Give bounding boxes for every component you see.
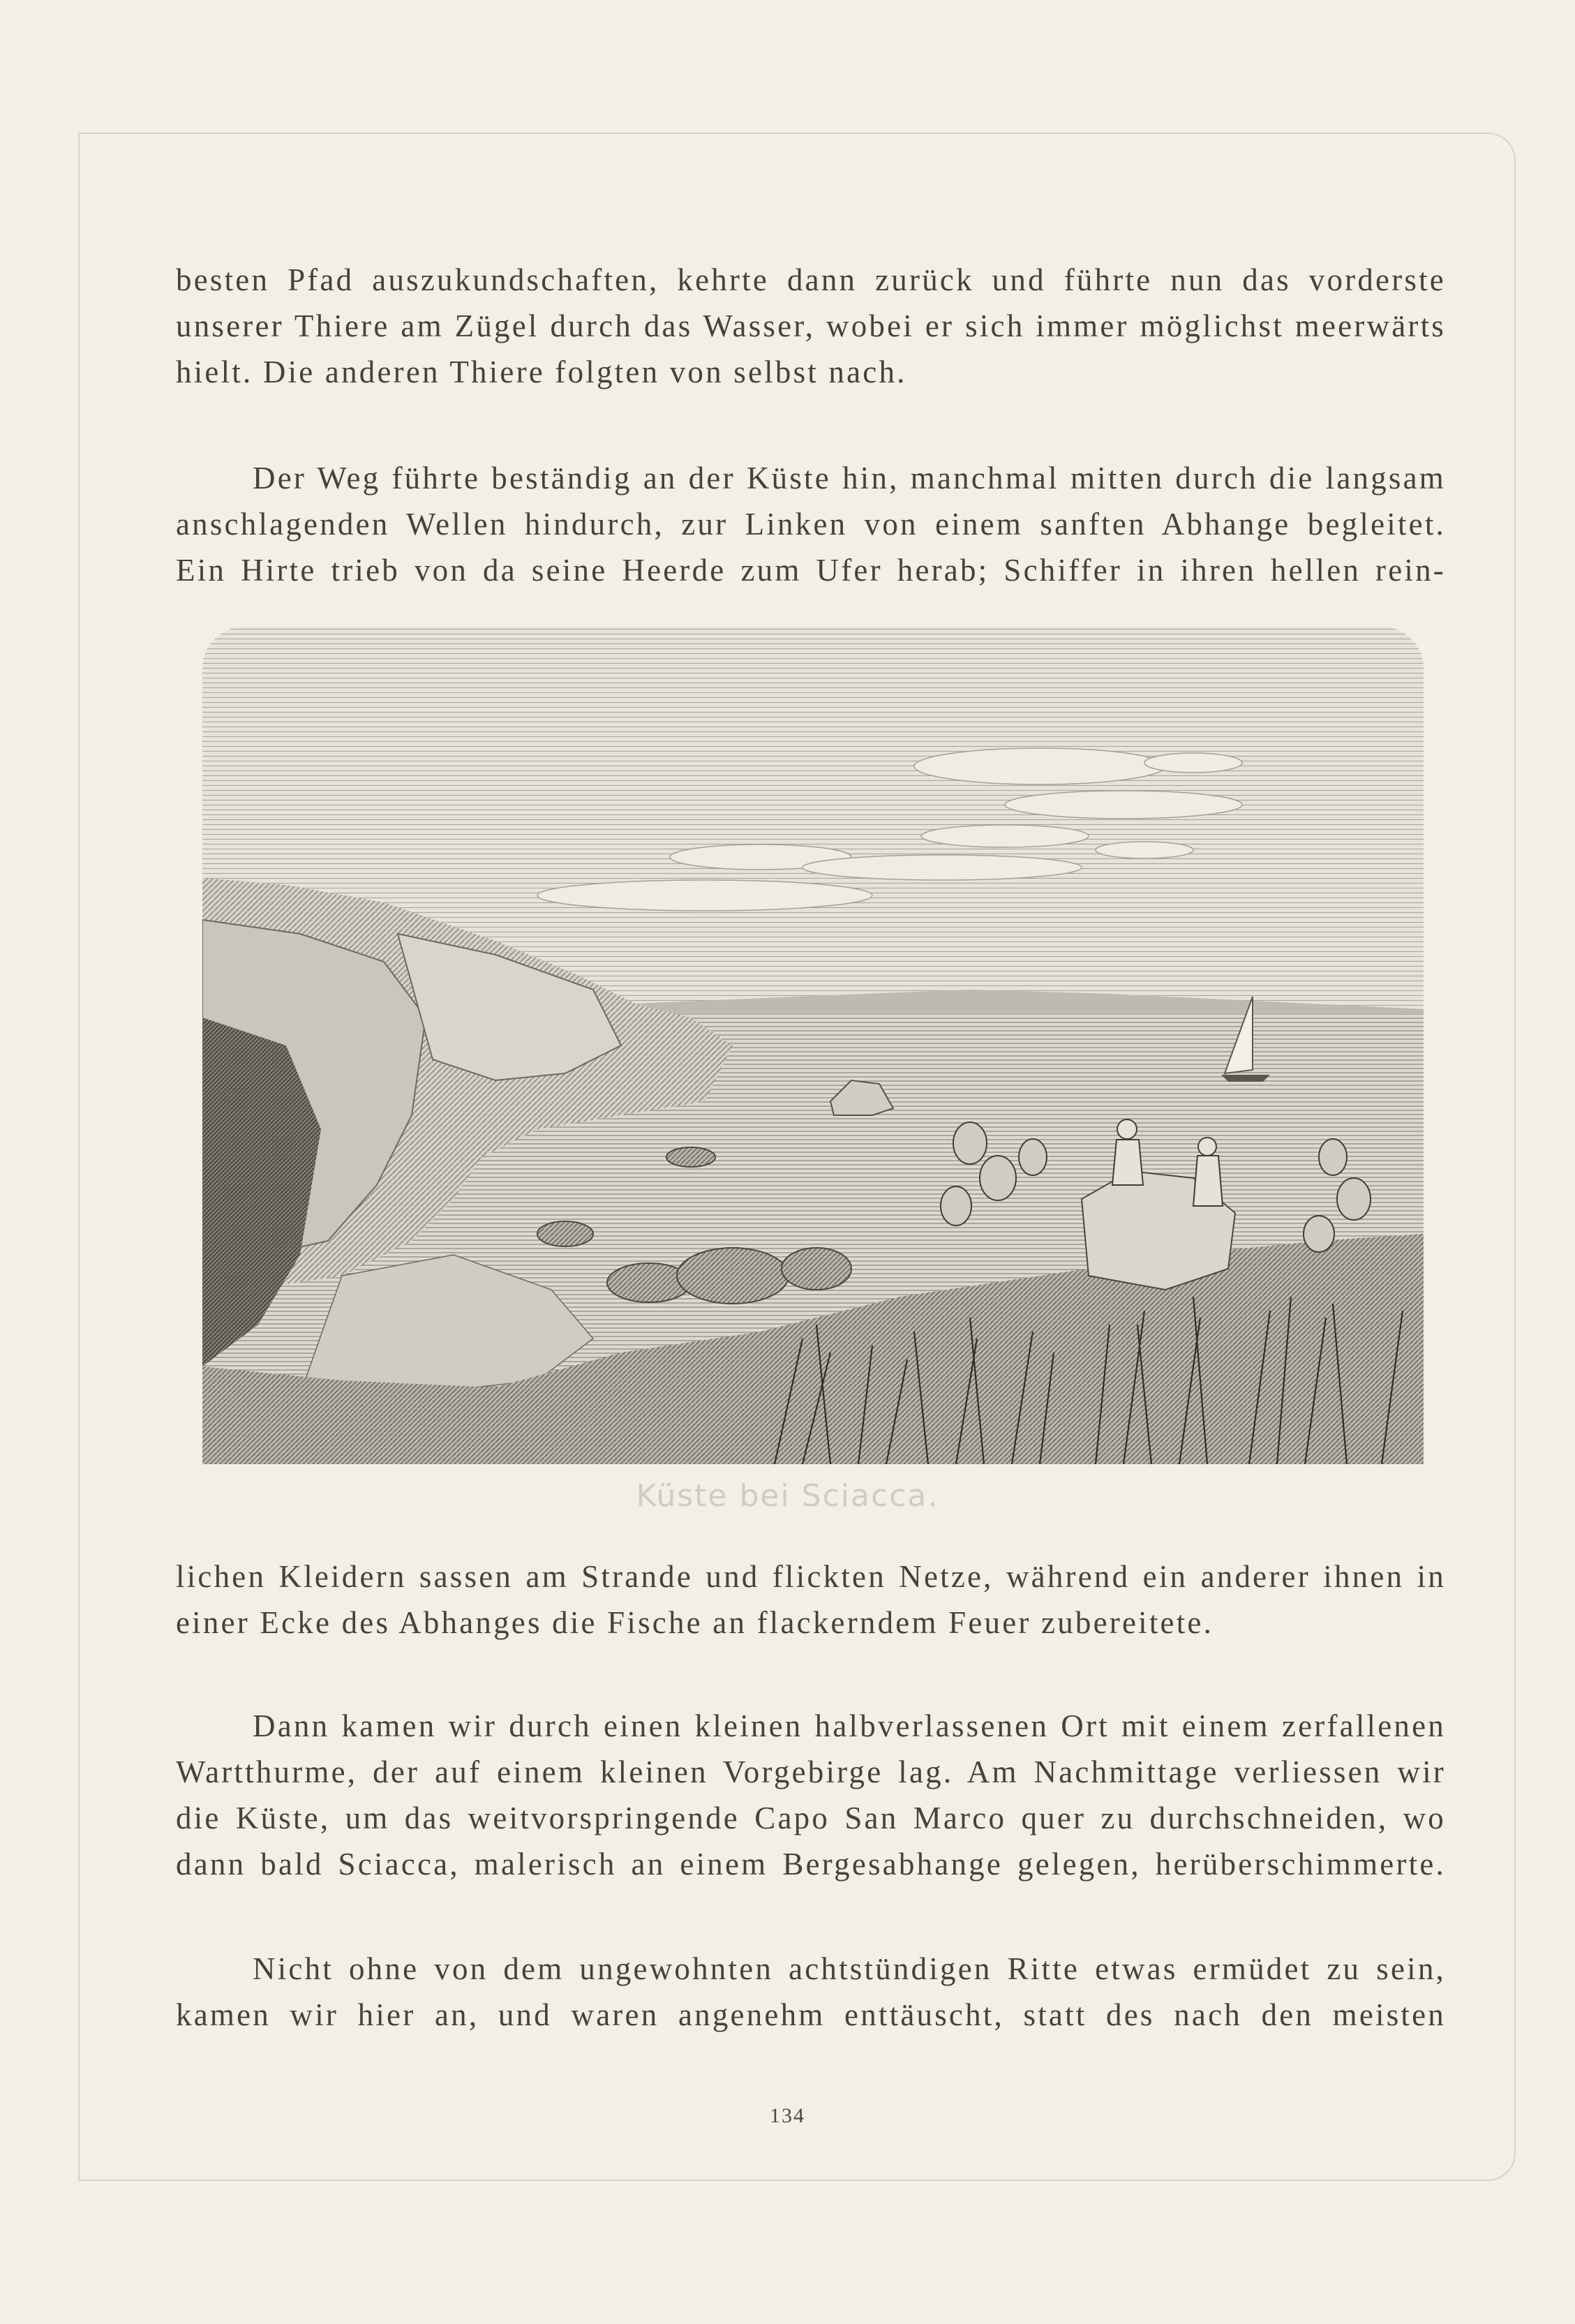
text-line: unserer Thiere am Zügel durch das Wasser, wobei er sich immer möglichst meerwärts (176, 308, 1446, 343)
text-line: Dann kamen wir durch einen kleinen halbverlassenen Ort mit einem zerfallenen (253, 1708, 1446, 1743)
paragraph-5 (176, 1946, 1446, 2038)
text-line: Ein Hirte trieb von da seine Heerde zum Ufer herab; Schiffer in ihren hellen rein- (176, 553, 1446, 588)
coastal-engraving-illustration (202, 627, 1424, 1464)
text-line: Der Weg führte beständig an der Küste hin, manchmal mitten durch die langsam (253, 461, 1446, 496)
text-line: besten Pfad auszukundschaften, kehrte dann zurück und führte nun das vorderste (176, 262, 1446, 297)
text-line: Wartthurme, der auf einem kleinen Vorgebirge lag. Am Nachmittage verliessen wir (176, 1755, 1446, 1789)
text-line: kamen wir hier an, und waren angenehm enttäuscht, statt des nach den meisten (176, 1997, 1446, 2032)
page-number: 134 (770, 2104, 805, 2127)
text-line: Nicht ohne von dem ungewohnten achtstündigen Ritte etwas ermüdet zu sein, (253, 1951, 1446, 1986)
text-line: lichen Kleidern sassen am Strande und flickten Netze, während ein anderer ihnen in (176, 1559, 1446, 1594)
paragraph-2 (176, 455, 1446, 593)
text-line: dann bald Sciacca, malerisch an einem Bergesabhange gelegen, herüberschimmerte. (176, 1847, 1446, 1882)
text-line: einer Ecke des Abhanges die Fische an flackerndem Feuer zubereitete. (176, 1605, 1214, 1640)
paragraph-4 (176, 1703, 1446, 1887)
paragraph-1 (176, 257, 1446, 395)
text-line: anschlagenden Wellen hindurch, zur Linken von einem sanften Abhange begleitet. (176, 507, 1446, 542)
text-line: die Küste, um das weitvorspringende Capo San Marco quer zu durchschneiden, wo (176, 1801, 1446, 1835)
illustration-caption: Küste bei Sciacca. (636, 1478, 939, 1514)
paragraph-3 (176, 1554, 1446, 1646)
text-line: hielt. Die anderen Thiere folgten von selbst nach. (176, 355, 907, 389)
